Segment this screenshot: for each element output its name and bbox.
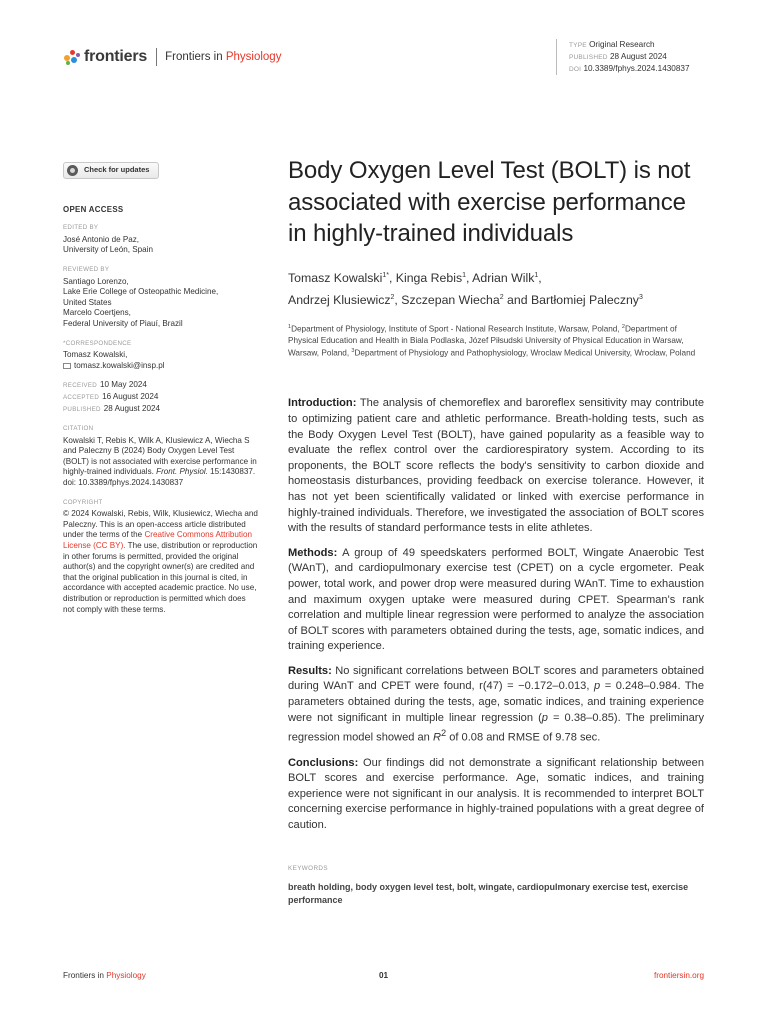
results-r2-sup: 2: [440, 728, 447, 739]
accepted-date: 16 August 2024: [102, 391, 159, 401]
results-r2: R: [432, 731, 441, 744]
edited-by-label: EDITED BY: [63, 224, 99, 232]
reviewed-by-label: REVIEWED BY: [63, 265, 110, 273]
type-label: TYPE: [569, 42, 587, 49]
affiliations: $^1$Department of Physiology, Institute of Sport - National Research Institute, Warsaw, Poland, $^2$Department of Physical Education and Health in Biala Podlaska, Józef Piłsudski University of Physical Education in Warsaw, Warsaw, Poland, $^3$Department of Physiology and Pathophysiology, Wroclaw Medical University, Wrocław, Poland: [288, 323, 696, 358]
author[interactable]: Kinga Rebis$^1$: [395, 270, 466, 285]
reviewer-line: Lake Erie College of Osteopathic Medicine,: [63, 287, 219, 297]
received-label: RECEIVED: [63, 382, 98, 390]
published-date: 28 August 2024: [103, 403, 161, 413]
author[interactable]: Andrzej Klusiewicz$^2$: [288, 292, 395, 307]
results-p: p: [593, 680, 601, 693]
abstract: [288, 396, 704, 833]
published-label-side: PUBLISHED: [63, 405, 101, 413]
article-title: Body Oxygen Level Test (BOLT) is not associated with exercise performance in highly-trained individuals: [288, 157, 691, 247]
author[interactable]: Bartłomiej Paleczny$^3$: [530, 292, 643, 307]
affiliation-2: Department of Physical Education and Health in Biala Podlaska, Józef Piłsudski University of Physical Education in Warsaw, Warsaw, Poland,: [288, 324, 684, 358]
published-label: PUBLISHED: [569, 54, 608, 61]
keywords: breath holding, body oxygen level test, bolt, wingate, cardiopulmonary exercise test, exercise performance: [288, 881, 689, 905]
keywords-label: KEYWORDS: [288, 864, 328, 872]
citation-volume: 15:1430837.: [210, 467, 256, 477]
results-text: No significant correlations between BOLT scores and parameters obtained during WAnT and CPET were found, r(47) = −0.172–0.013,: [288, 664, 704, 693]
copyright-terms: The use, distribution or reproduction in other forums is permitted, provided the original author(s) and the copyright owner(s) are credited and that the original publication in this journal is cited, in accordance with accepted academic practice. No use, distribution or reproduction is permitted which does not comply with these terms.: [63, 541, 258, 614]
conclusions-label: Conclusions:: [288, 756, 359, 769]
check-updates-button[interactable]: [63, 162, 159, 179]
affiliation-1: Department of Physiology, Institute of Sport - National Research Institute, Warsaw, Poland,: [291, 324, 620, 334]
methods-text: A group of 49 speedskaters performed BOLT, Wingate Anaerobic Test (WAnT), and cardiopulmonary exercise test (CPET) on a cycle ergometer. Peak power, total work, and power drop were measured during WAnT. Time to exhaustion and maximum oxygen uptake were measured during CPET. Spearman's rank correlation and multiple linear regression were performed to analyze the association of BOLT scores with parameters obtained during the tests, age, somatic indices, and training experience.: [288, 546, 704, 653]
article-main: [288, 155, 704, 907]
journal-name[interactable]: [165, 51, 281, 63]
open-access-label: OPEN ACCESS: [63, 204, 124, 214]
sidebar: [63, 162, 258, 615]
results-text: = 0.38–0.85). The preliminary regression model showed an: [288, 711, 704, 744]
editor-affiliation: University of León, Spain: [63, 245, 153, 255]
citation-journal: Front. Physiol.: [156, 467, 208, 477]
copyright-text: © 2024 Kowalski, Rebis, Wilk, Klusiewicz, Wiecha and Paleczny. This is an open-access article distributed under the terms of the: [63, 509, 258, 540]
authors-line-2: Andrzej Klusiewicz$^2$, Szczepan Wiecha$^2$ and Bartłomiej Paleczny$^3$: [288, 292, 643, 307]
page-number: 01: [378, 971, 389, 980]
citation-label: CITATION: [63, 425, 94, 433]
accepted-label: ACCEPTED: [63, 393, 100, 401]
conclusions-text: Our findings did not demonstrate a significant relationship between BOLT scores and exercise performance. Age, somatic indices, and training experience were not significant in our analysis. It is recommended to interpret BOLT concerning exercise performance in highly-trained populations with a great degree of caution.: [288, 756, 704, 831]
reviewer-line: Santiago Lorenzo,: [63, 276, 129, 286]
correspondence: [63, 350, 258, 371]
abstract-conclusions: [288, 756, 704, 834]
intro-label: Introduction:: [288, 397, 357, 410]
published-value: 28 August 2024: [609, 52, 667, 61]
edited-by: [63, 235, 258, 256]
abstract-methods: [288, 546, 704, 655]
abstract-introduction: [288, 396, 704, 536]
results-text: of 0.08 and RMSE of 9.78 sec.: [449, 731, 601, 744]
author[interactable]: Adrian Wilk$^1$: [472, 270, 539, 285]
article-meta: [556, 39, 690, 75]
copyright-label: COPYRIGHT: [63, 498, 103, 506]
results-p: p: [541, 711, 548, 724]
doi-link[interactable]: 10.3389/fphys.2024.1430837: [583, 64, 690, 73]
doi-label: DOI: [569, 66, 582, 73]
abstract-results: [288, 664, 704, 747]
footer-site-link[interactable]: frontiersin.org: [653, 971, 704, 980]
results-text: = 0.248–0.984. The parameters obtained during the tests, age, somatic indices, and training experience were not significant in multiple linear regression (: [288, 680, 704, 724]
author[interactable]: Szczepan Wiecha$^2$: [401, 292, 504, 307]
journal-prefix: Frontiers in: [165, 51, 223, 63]
correspondence-email[interactable]: tomasz.kowalski@insp.pl: [74, 360, 165, 370]
check-updates-icon: [67, 165, 78, 176]
header-divider: [156, 48, 157, 66]
page-footer: [63, 971, 704, 983]
editor-name: José Antonio de Paz,: [63, 234, 140, 244]
author-list: [288, 266, 704, 310]
footer-journal[interactable]: Frontiers in Physiology: [63, 971, 146, 980]
article-dates: [63, 380, 258, 415]
mail-icon: [63, 363, 71, 369]
correspondence-name: Tomasz Kowalski,: [63, 350, 128, 360]
reviewer-line: Marcelo Coertjens,: [63, 308, 131, 318]
reviewer-line: Federal University of Piauí, Brazil: [63, 318, 183, 328]
affiliation-3: Department of Physiology and Pathophysiology, Wroclaw Medical University, Wrocław, Poland: [354, 348, 696, 358]
license-link[interactable]: Creative Commons Attribution License (CC BY).: [63, 530, 252, 551]
journal-title: Physiology: [225, 51, 282, 63]
frontiers-logo-icon: [63, 48, 81, 66]
correspondence-label: *CORRESPONDENCE: [63, 339, 132, 347]
citation-text: Kowalski T, Rebis K, Wilk A, Klusiewicz A, Wiecha S and Paleczny B (2024) Body Oxygen Level Test (BOLT) is not associated with exercise performance in highly-trained individuals.: [63, 435, 257, 477]
reviewer-line: United States: [63, 297, 112, 307]
correspondence-email-row[interactable]: [63, 361, 258, 372]
check-updates-label: Check for updates: [84, 165, 150, 175]
reviewed-by: [63, 277, 258, 330]
authors-line-1: Tomasz Kowalski$^{1*}$, Kinga Rebis$^1$, Adrian Wilk$^1$,: [288, 270, 542, 285]
results-label: Results:: [288, 664, 332, 677]
citation-doi[interactable]: doi: 10.3389/fphys.2024.1430837: [63, 478, 184, 488]
received-date: 10 May 2024: [100, 380, 147, 390]
author[interactable]: Tomasz Kowalski$^{1*}$: [288, 270, 389, 285]
intro-text: The analysis of chemoreflex and baroreflex sensitivity may contribute to optimizing patient care and athletic performance. Breath-holding tests, such as the Body Oxygen Level Test (BOLT), have gained popularity as a feasible way to evaluate the reflex control over the cardiorespiratory system. According to its proponents, the BOLT score reflects the body's sensitivity to carbon dioxide and homeostasis disturbances, providing feedback on exercise tolerance. However, it has not yet been scientifically validated or linked with exercise performance in highly-trained individuals. Therefore, we investigated the association of BOLT scores with the results of standard performance tests in elite athletes.: [288, 397, 704, 535]
type-value: Original Research: [589, 40, 655, 49]
brand-name: frontiers: [84, 48, 148, 65]
citation: [63, 436, 258, 489]
copyright: [63, 509, 258, 615]
methods-label: Methods:: [288, 546, 338, 559]
frontiers-logo[interactable]: [63, 46, 281, 68]
